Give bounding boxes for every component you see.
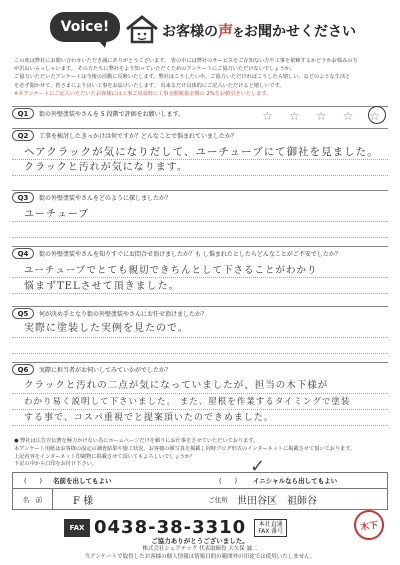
seal-stamp: 木下 xyxy=(352,508,386,542)
option-2-label: イニシャルなら出してもよい xyxy=(253,477,338,485)
star-icon: ☆ xyxy=(262,109,273,123)
rating-circle xyxy=(368,106,386,124)
header xyxy=(50,8,357,52)
star-icon: ☆ xyxy=(369,109,380,123)
intro-text: この度は弊社にお問い合わせいただき誠にありがとうございます。 皆の中には弊社のサービスをご存知ない方や工事を依頼するかどうかお悩みの方 が沢山いらっしゃいます。 その方たちに弊社をより知っていただくためのアンケートにご協力いただけないでしょうか。 ご協力いただいたアンケートは今後の活動に反映いたします。弊社はこうしたいや、ご協力いただければこうしたら嬉しい、などのような生活と を必ず聞かせて、皆さまにより良い工事をお届けいたします。 出来るだけ具体的にご記入いただけると嬉しいです。 ※本アンケートにご記入いただいたお客様には工事ご用命時に工事金額税抜金額の 2%をお値引きいたします。 xyxy=(14,58,358,97)
rating-stars xyxy=(262,109,380,123)
answer-3: ユーチューブ xyxy=(24,209,90,220)
answer-6-line-1: クラックと汚れの二点が気になっていましたが、担当の木下様が xyxy=(24,380,329,391)
fax-tag: 本社直通 FAX 番号 xyxy=(254,519,287,537)
question-3: Q3 街の外壁塗装やさんをどのように探しましたか？ ユーチューブ xyxy=(12,190,388,246)
name-label: 名 前 xyxy=(13,489,53,509)
answer-6-line-2: わかり易く説明して下さいました。 また、屋根を作業するタイミングで塗装 xyxy=(24,397,351,407)
question-4: Q4 街の外壁塗装やさんを知りすぐにお問合せ頂けましたか？も し悩まれたとしたらどんなことがご不安でしたか？ ユーチューブでとても親切できちんとして下さることがわかり 悩まずTELさせて頂きました。 xyxy=(12,246,388,306)
name-value: F 様 xyxy=(73,495,94,507)
fax-number: 0438-38-3310 xyxy=(94,517,247,538)
option-1-label: 名前を出してもよい xyxy=(53,477,112,485)
page-title: お客様の声をお聞かせください xyxy=(162,22,357,40)
answer-6-line-3: する事で、コスパ重視でと提案頂いたのできめました。 xyxy=(24,413,274,423)
address-label: ご住所 xyxy=(208,495,228,504)
answer-2-line-1: ヘアクラックが気になりだして、ユーチューブにて御社を見ました。 xyxy=(24,146,379,158)
consent-note: ● 弊社は広告宣伝費を極力かけない為にホームページだけを頼りにお仕事をさせていただいております。 本アンケート用紙はお客様の設定の調査結果や施工状況、お客様の顔写真を掲載し同時ブログ形式のインターネットに掲載させて頂いております。 上記内容をインターネット印刷物に掲載させて頂いてもよろしいでしょうか？ 下記の中から口印をお付け下さい。 xyxy=(14,438,356,468)
answer-5: 実際に塗装した実例を見たので。 xyxy=(24,323,189,334)
option-1-checkbox[interactable]: ( ) xyxy=(23,477,43,485)
company-info: ご協力ありがとうございました。 株式会社シェアテック 代表取締役 大久保 誠二 当アンケートで取得したお客様の個人情報は情報目的の範囲外の用途では使用いたしません。 xyxy=(84,537,316,560)
star-icon: ☆ xyxy=(288,109,300,123)
answer-2-line-2: クラックと汚れが気になります。 xyxy=(24,162,188,173)
question-5: Q5 何が決め手となり街の外壁塗装やさんにお任せ頂けましたか？ 実際に塗装した実例を見たので。 xyxy=(12,306,388,362)
option-2-checkbox[interactable]: ( ) xyxy=(218,477,238,485)
checkmark-icon: ✓ xyxy=(250,456,266,477)
fax-icon: FAX xyxy=(64,519,90,537)
star-icon: ☆ xyxy=(315,109,327,123)
fax-block xyxy=(64,517,287,538)
house-icon xyxy=(124,14,160,44)
question-2: Q2 工事を検討したきっかけは何ですか？どんなことで悩まれていましたか？ ヘアクラックが気になりだして、ユーチューブにて御社を見ました。 クラックと汚れが気になります。 xyxy=(12,128,388,190)
question-1: Q1 街の外壁塗装やさんを 5 段階で評価をお願いします。 ☆ ☆ ☆ ☆ ☆ xyxy=(12,106,388,128)
voice-badge: Voice! xyxy=(50,12,120,42)
consent-form xyxy=(12,472,388,510)
star-icon: ☆ xyxy=(342,109,354,123)
answer-4-line-1: ユーチューブでとても親切できちんとして下さることがわかり xyxy=(24,265,318,276)
question-6: Q6 実際に担当者がお伺いしてみていかがでしたか？ クラックと汚れの二点が気になっていましたが、担当の木下様が わかり易く説明して下さいました。 また、屋根を作業するタイミングで塗装 する事で、コスパ重視でと提案頂いたのできめました。 xyxy=(12,362,388,436)
address-value: 世田谷区 祖師谷 xyxy=(237,495,317,507)
answer-4-line-2: 悩まずTELさせて頂きました。 xyxy=(24,281,180,292)
